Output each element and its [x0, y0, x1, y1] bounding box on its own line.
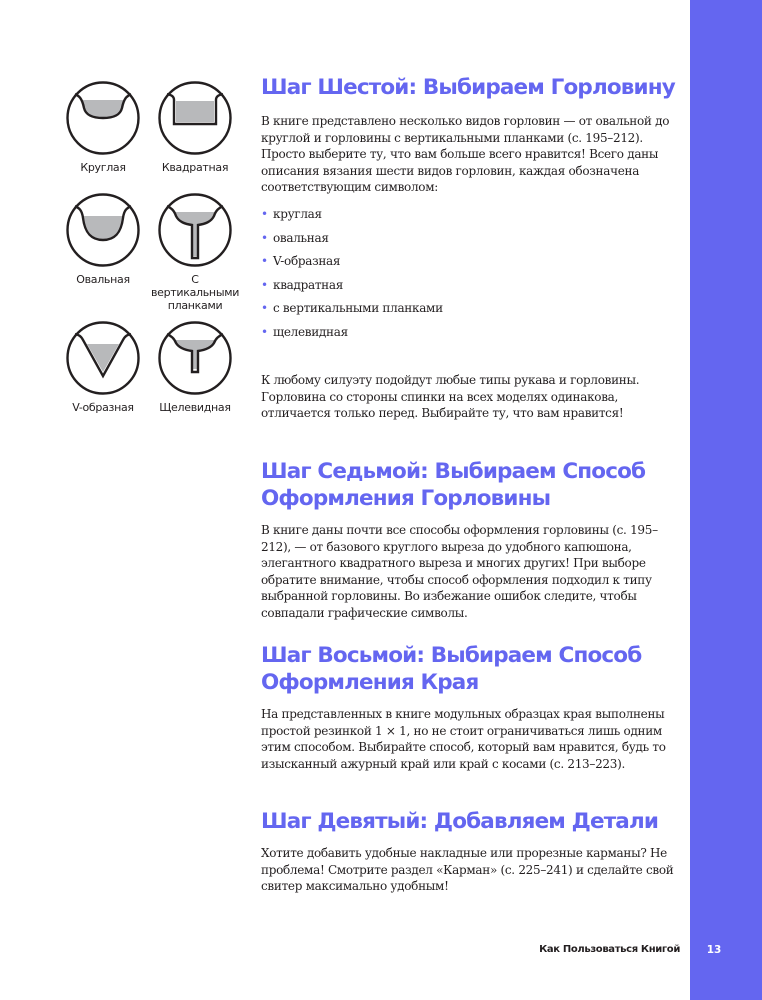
neckline-label: Щелевидная: [159, 401, 231, 414]
slit-neck-icon: [157, 320, 233, 396]
section-text: В книге даны почти все способы оформления горловины (с. 195–212), — от базового круглого выреза до удобного капюшона, элегантного квадратного выреза и многих других! При выборе обратите внимание, чтобы способ оформления подходил к типу выбранной горловины. Во избежание ошибок следите, чтобы совпадали графические символы.: [261, 523, 658, 620]
neckline-list: [261, 206, 681, 347]
section-title: Шаг Шестой: Выбираем Горловину: [261, 75, 675, 100]
list-item: • с вертикальными планками: [261, 301, 443, 315]
neckline-oval: [55, 192, 151, 286]
square-neck-icon: [157, 80, 233, 156]
list-item: • щелевидная: [261, 324, 348, 339]
list-item: • V-образная: [261, 254, 341, 268]
neckline-square: [147, 80, 243, 174]
neckline-round: [55, 80, 151, 174]
neckline-vertical-bands: [147, 192, 243, 312]
bullet-icon: •: [261, 207, 268, 221]
side-color-band: [690, 0, 762, 1000]
list-item: • круглая: [261, 207, 322, 221]
bullet-icon: •: [261, 277, 268, 292]
vertical-band-neck-icon: [157, 192, 233, 268]
v-neck-icon: [65, 320, 141, 396]
bullet-icon: •: [261, 230, 268, 245]
bullet-icon: •: [261, 301, 268, 315]
oval-neck-icon: [65, 192, 141, 268]
section-title: Шаг Седьмой: Выбираем Способ Оформления Горловины: [261, 459, 646, 511]
section-step-6: [261, 74, 681, 420]
section-title: Шаг Девятый: Добавляем Детали: [261, 809, 659, 834]
list-item: • овальная: [261, 230, 329, 245]
page-number: 13: [706, 944, 722, 956]
section-intro: В книге представлено несколько видов горловин — от овальной до круглой и горловины с вертикальными планками (с. 195–212). Просто выберите ту, что вам больше всего нравится! Всего даны описания вязания шести видов горловин, каждая обозначена соответствующим символом:: [261, 114, 670, 194]
neckline-label: С вертикальными планками: [150, 273, 240, 312]
section-step-9: [261, 808, 681, 895]
section-step-8: [261, 642, 681, 772]
neckline-label: Овальная: [76, 273, 130, 286]
bullet-icon: •: [261, 324, 268, 339]
section-outro: К любому силуэту подойдут любые типы рукава и горловины. Горловина со стороны спинки на всех моделях одинакова, отличается только перед. Выбирайте ту, что вам нравится!: [261, 373, 640, 420]
section-text: Хотите добавить удобные накладные или прорезные карманы? Не проблема! Смотрите раздел «Карман» (с. 225–241) и сделайте свой свитер максимально удобным!: [261, 846, 674, 893]
neckline-label: Квадратная: [161, 161, 229, 174]
neckline-v: [55, 320, 151, 414]
footer-chapter-label: Как Пользоваться Книгой: [539, 944, 680, 955]
section-text: На представленных в книге модульных образцах края выполнены простой резинкой 1 × 1, но не стоит ограничиваться лишь одним этим способом. Выбирайте способ, который вам нравится, будь то изысканный ажурный край или край с косами (с. 213–223).: [261, 707, 666, 771]
neckline-label: Круглая: [80, 161, 126, 174]
section-step-7: [261, 458, 681, 621]
round-neck-icon: [65, 80, 141, 156]
neckline-label: V-образная: [72, 401, 134, 414]
neckline-slit: [147, 320, 243, 414]
list-item: • квадратная: [261, 277, 343, 292]
bullet-icon: •: [261, 254, 268, 268]
section-title: Шаг Восьмой: Выбираем Способ Оформления Края: [261, 643, 642, 695]
